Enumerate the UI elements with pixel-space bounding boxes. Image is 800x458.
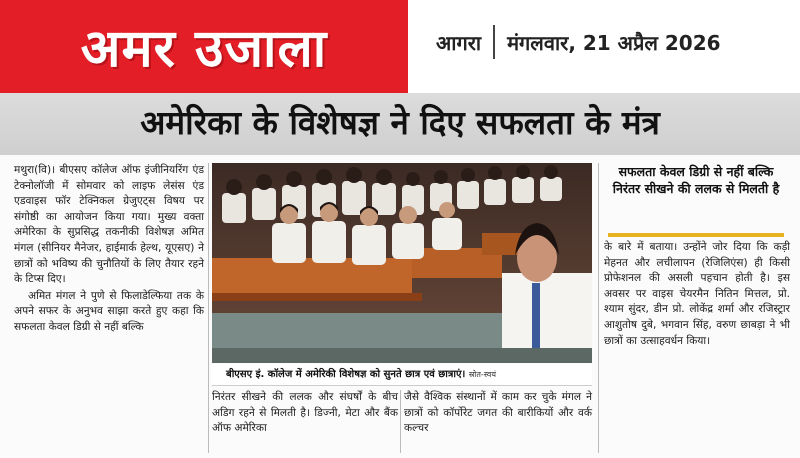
newspaper-logo (0, 0, 408, 93)
city-label: आगरा (436, 30, 482, 55)
article-paragraph: मथुरा(वि)। बीएसए कॉलेज ऑफ इंजीनियरिंग एंड टेक्नोलॉजी में सोमवार को लाइफ लेसंस एंड एडवाइस फॉर टेक्निकल ग्रेजुएट्स विषय पर संगोष्ठी का आयोजन किया गया। मुख्य वक्ता अमेरिका के सुप्रसिद्ध तकनीकी विशेषज्ञ अमित मंगल (सीनियर मैनेजर, हाईमार्क हेल्थ, यूएसए) ने छात्रों को भविष्य की चुनौतियों के लिए तैयार रहने के टिप्स दिए। (14, 164, 204, 286)
article-paragraph: जैसे वैश्विक संस्थानों में काम कर चुके मंगल ने छात्रों को कॉर्पोरेट जगत की बारीकियों और वर्क कल्चर (404, 391, 592, 435)
photo-source: स्रोत-स्वयं (468, 370, 497, 379)
masthead (0, 0, 800, 93)
column-divider (400, 390, 401, 453)
date-label: मंगलवार, 21 अप्रैल 2026 (507, 30, 721, 55)
article-column-mid-2 (404, 390, 592, 437)
caption-text: बीएसए इं. कॉलेज में अमेरिकी विशेषज्ञ को सुनते छात्र एवं छात्राएं। (226, 369, 466, 380)
classroom-photo-illustration (212, 163, 592, 363)
article-photo (212, 163, 592, 363)
article-paragraph: निरंतर सीखने की ललक और संघर्षों के बीच अडिग रहने से मिलती है। डिज्नी, मेटा और बैंक ऑफ अमेरिका (212, 391, 398, 435)
headline: अमेरिका के विशेषज्ञ ने दिए सफलता के मंत्र (140, 103, 660, 142)
article-paragraph: अमित मंगल ने पुणे से फिलाडेल्फिया तक के अपने सफर के अनुभव साझा करते हुए कहा कि सफलता केवल डिग्री से नहीं बल्कि (14, 289, 204, 333)
pull-quote-rule (608, 233, 784, 237)
article-column-mid (212, 390, 398, 437)
pull-quote: सफलता केवल डिग्री से नहीं बल्कि निरंतर सीखने की ललक से मिलती है (612, 164, 780, 196)
dateline (436, 22, 721, 62)
article-column-left (14, 163, 204, 336)
article-column-right (604, 240, 790, 349)
dateline-divider (493, 25, 495, 59)
column-divider (598, 163, 599, 453)
logo-text: अमर उजाला (80, 19, 328, 79)
column-divider (208, 163, 209, 453)
photo-caption (212, 364, 592, 386)
article-paragraph: के बारे में बताया। उन्होंने जोर दिया कि कड़ी मेहनत और लचीलापन (रेजिलिएंस) ही किसी प्रोफेशनल की असली पहचान होती है। इस अवसर पर वाइस चेयरमैन नितिन मित्तल, प्रो. श्याम सुंदर, डीन प्रो. लोकेंद्र शर्मा और रजिस्ट्रार आशुतोष दुबे, भगवान सिंह, वरुण छाबड़ा ने भी छात्रों का उत्साहवर्धन किया। (604, 241, 790, 347)
